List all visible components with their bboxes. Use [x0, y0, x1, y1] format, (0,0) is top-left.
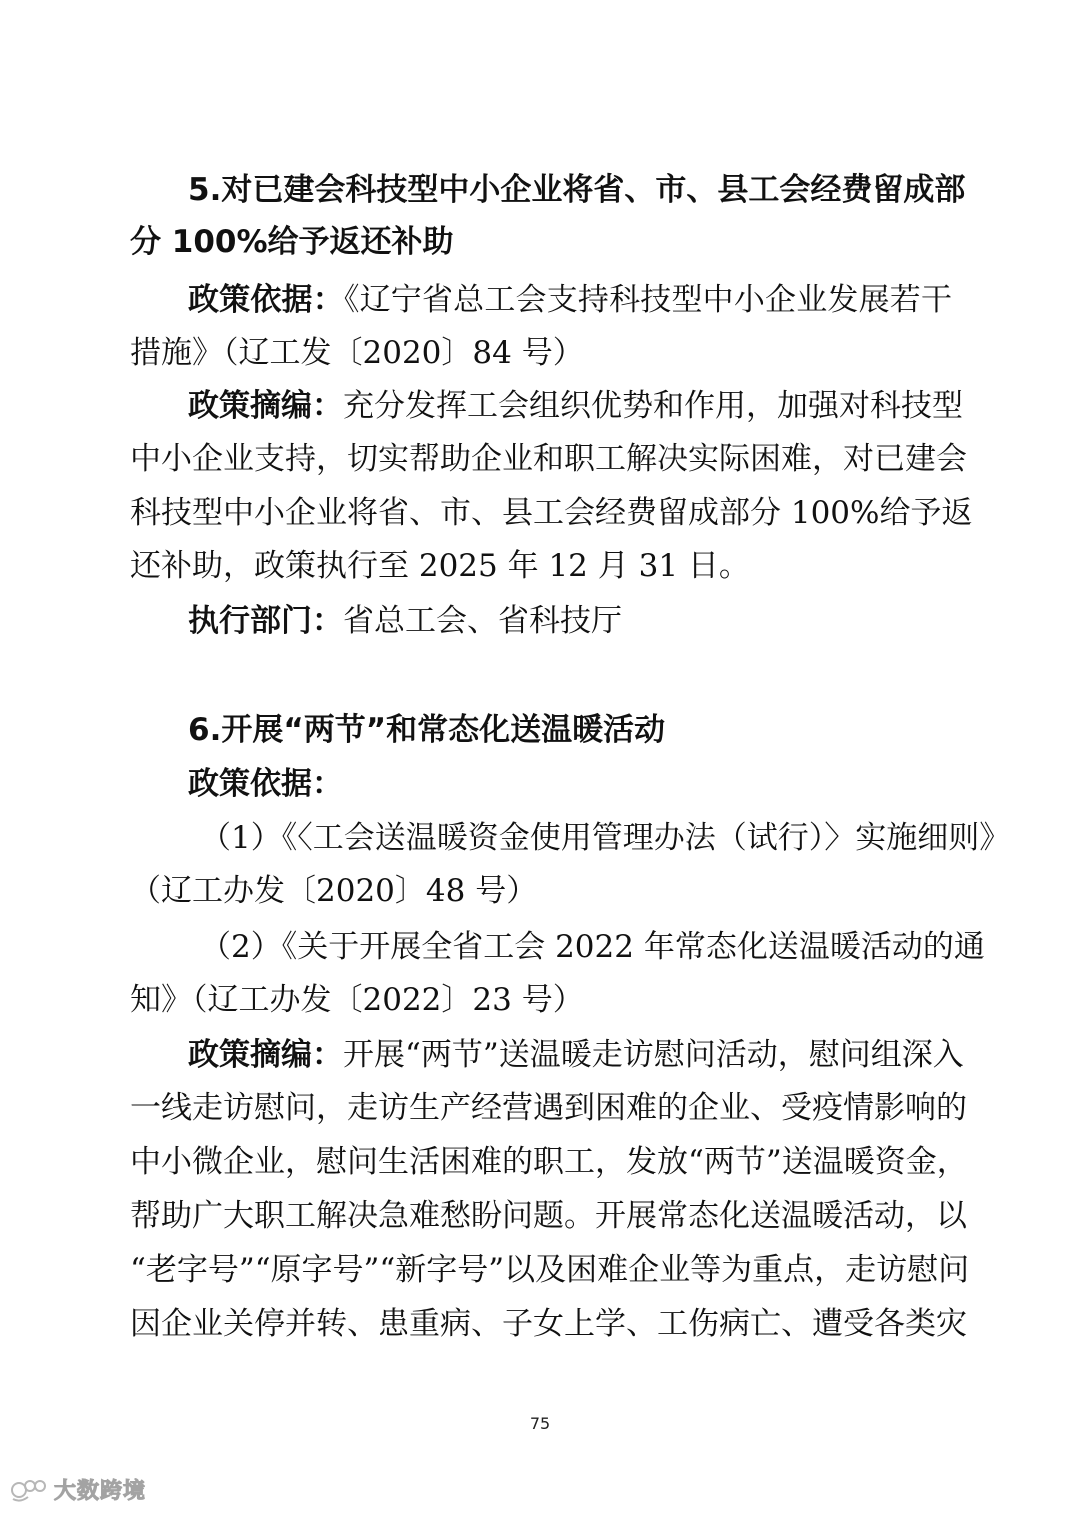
excerpt-label: 政策摘编： — [188, 388, 343, 424]
section6-heading: 6.开展“两节”和常态化送温暖活动 — [188, 712, 666, 748]
section6-basis2-line1: （2）《关于开展全省工会 2022 年常态化送温暖活动的通 — [200, 929, 985, 965]
watermark — [10, 1474, 146, 1505]
section5-basis-line2: 措施》（辽工发〔2020〕84 号） — [130, 335, 584, 371]
dept-value: 省总工会、省科技厅 — [343, 603, 622, 639]
section5-heading-line2: 分 100%给予返还补助 — [130, 224, 454, 260]
basis-text: 《辽宁省总工会支持科技型中小企业发展若干 — [343, 282, 952, 318]
section6-excerpt-line4: 帮助广大职工解决急难愁盼问题。开展常态化送温暖活动，以 — [130, 1198, 967, 1234]
section6-excerpt-line5: “老字号”“原字号”“新字号”以及困难企业等为重点，走访慰问 — [130, 1252, 970, 1288]
section6-basis2-line2: 知》（辽工办发〔2022〕23 号） — [130, 982, 584, 1018]
section6-basis-label: 政策依据： — [188, 766, 343, 802]
section6-excerpt-line3: 中小微企业，慰问生活困难的职工，发放“两节”送温暖资金， — [130, 1144, 968, 1180]
section6-excerpt-line2: 一线走访慰问，走访生产经营遇到困难的企业、受疫情影响的 — [130, 1090, 967, 1126]
basis-label: 政策依据： — [188, 282, 344, 318]
excerpt-text: 开展“两节”送温暖走访慰问活动，慰问组深入 — [343, 1037, 964, 1073]
brand-logo-icon — [10, 1477, 48, 1503]
section5-department — [188, 601, 1080, 641]
section5-basis-line1 — [188, 280, 952, 320]
excerpt-label: 政策摘编： — [188, 1037, 343, 1073]
section6-excerpt-line1 — [188, 1035, 964, 1075]
section6-basis1-line1: （1）《〈工会送温暖资金使用管理办法（试行）〉实施细则》 — [200, 820, 1011, 856]
excerpt-text: 充分发挥工会组织优势和作用，加强对科技型 — [343, 388, 963, 424]
section6-basis1-line2: （辽工办发〔2020〕48 号） — [130, 873, 538, 909]
section5-excerpt-line2: 中小企业支持，切实帮助企业和职工解决实际困难，对已建会 — [130, 441, 967, 477]
section5-excerpt-line1 — [188, 386, 963, 426]
section5-excerpt-line3: 科技型中小企业将省、市、县工会经费留成部分 100%给予返 — [130, 495, 973, 531]
watermark-text: 大数跨境 — [54, 1479, 147, 1504]
section6-excerpt-line6: 因企业关停并转、患重病、子女上学、工伤病亡、遭受各类灾 — [130, 1306, 967, 1342]
dept-label: 执行部门： — [188, 603, 343, 639]
section5-heading-line1: 5.对已建会科技型中小企业将省、市、县工会经费留成部 — [188, 172, 966, 208]
section5-excerpt-line4: 还补助，政策执行至 2025 年 12 月 31 日。 — [130, 548, 750, 584]
page-number: 75 — [529, 1414, 551, 1433]
